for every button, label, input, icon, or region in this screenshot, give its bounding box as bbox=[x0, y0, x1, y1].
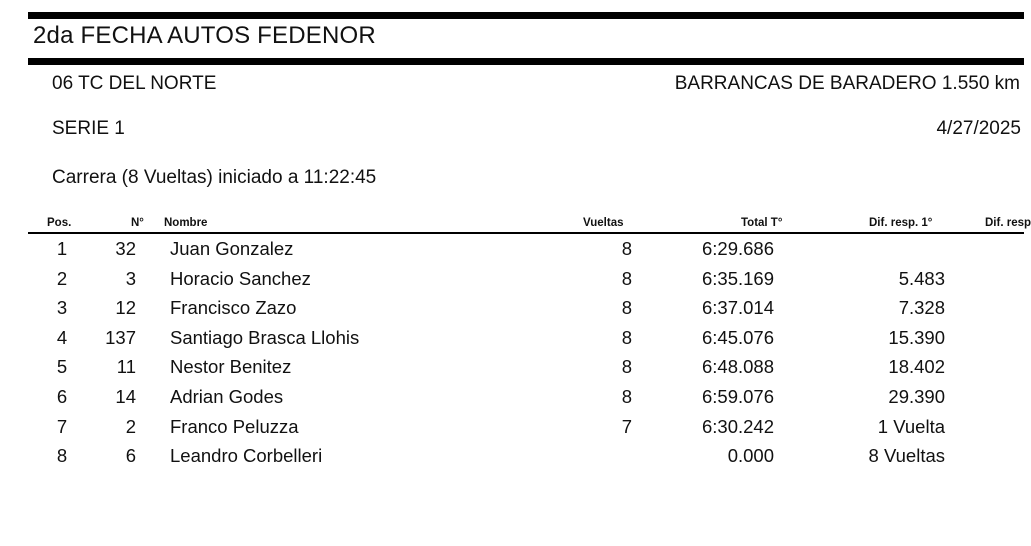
cell-number: 6 bbox=[125, 445, 136, 467]
cell-number: 137 bbox=[105, 326, 136, 348]
header-pos: Pos. bbox=[47, 217, 72, 229]
cell-name: Adrian Godes bbox=[170, 385, 284, 407]
cell-name: Leandro Corbelleri bbox=[170, 445, 323, 467]
cell-pos: 5 bbox=[56, 356, 68, 378]
header-laps: Vueltas bbox=[583, 217, 624, 229]
cell-laps: 8 bbox=[621, 267, 632, 289]
table-row bbox=[0, 234, 1024, 264]
cell-diff-first: 18.402 bbox=[888, 356, 945, 378]
cell-total-time: 6:29.686 bbox=[701, 238, 774, 259]
cell-name: Nestor Benitez bbox=[170, 356, 292, 378]
cell-diff-first: 5.483 bbox=[898, 267, 945, 289]
header-total-time: Total T° bbox=[741, 217, 783, 229]
cell-pos: 6 bbox=[56, 385, 68, 407]
serie-label: SERIE 1 bbox=[52, 118, 125, 139]
table-row bbox=[0, 323, 1024, 353]
cell-total-time: 6:45.076 bbox=[701, 326, 774, 348]
cell-pos: 3 bbox=[56, 297, 68, 319]
header-number: N° bbox=[131, 217, 144, 229]
cell-laps: 8 bbox=[621, 238, 632, 259]
top-rule bbox=[28, 12, 1024, 19]
cell-total-time: 6:48.088 bbox=[701, 356, 774, 378]
results-table bbox=[0, 234, 1024, 471]
cell-number: 14 bbox=[115, 385, 136, 407]
header-diff-first: Dif. resp. 1° bbox=[869, 217, 933, 229]
table-row bbox=[0, 441, 1024, 471]
cell-pos: 2 bbox=[56, 267, 68, 289]
cell-name: Francisco Zazo bbox=[170, 297, 297, 319]
cell-number: 32 bbox=[115, 238, 136, 259]
cell-name: Horacio Sanchez bbox=[170, 267, 311, 289]
table-row bbox=[0, 264, 1024, 294]
cell-name: Santiago Brasca Llohis bbox=[170, 326, 360, 348]
table-row bbox=[0, 352, 1024, 382]
page-title: 2da FECHA AUTOS FEDENOR bbox=[33, 22, 376, 49]
cell-pos: 7 bbox=[56, 415, 68, 437]
track-label: BARRANCAS DE BARADERO 1.550 km bbox=[674, 73, 1020, 94]
cell-diff-first: 7.328 bbox=[898, 297, 945, 319]
header-diff-previous: Dif. resp bbox=[985, 217, 1031, 229]
table-row bbox=[0, 382, 1024, 412]
cell-diff-first: 1 Vuelta bbox=[877, 415, 945, 437]
cell-total-time: 6:59.076 bbox=[701, 385, 774, 407]
cell-pos: 1 bbox=[56, 238, 68, 259]
cell-number: 11 bbox=[116, 356, 136, 378]
table-row bbox=[0, 293, 1024, 323]
cell-number: 3 bbox=[125, 267, 136, 289]
cell-laps: 8 bbox=[621, 297, 632, 319]
cell-total-time: 6:35.169 bbox=[701, 267, 774, 289]
cell-laps: 8 bbox=[621, 356, 632, 378]
cell-diff-first: 15.390 bbox=[888, 326, 945, 348]
cell-pos: 8 bbox=[56, 445, 68, 467]
header-name: Nombre bbox=[164, 217, 208, 229]
cell-diff-first: 8 Vueltas bbox=[868, 445, 945, 467]
cell-laps: 8 bbox=[621, 385, 632, 407]
cell-number: 12 bbox=[115, 297, 136, 319]
date-label: 4/27/2025 bbox=[936, 118, 1021, 139]
cell-pos: 4 bbox=[56, 326, 68, 348]
cell-total-time: 0.000 bbox=[727, 445, 774, 467]
cell-total-time: 6:37.014 bbox=[701, 297, 774, 319]
cell-name: Juan Gonzalez bbox=[170, 238, 294, 259]
title-rule bbox=[28, 58, 1024, 65]
category-label: 06 TC DEL NORTE bbox=[52, 73, 217, 94]
cell-name: Franco Peluzza bbox=[170, 415, 299, 437]
cell-laps: 7 bbox=[621, 415, 632, 437]
table-row bbox=[0, 412, 1024, 442]
cell-laps: 8 bbox=[621, 326, 632, 348]
cell-number: 2 bbox=[125, 415, 136, 437]
race-info: Carrera (8 Vueltas) iniciado a 11:22:45 bbox=[52, 167, 377, 188]
cell-diff-first: 29.390 bbox=[888, 385, 945, 407]
cell-total-time: 6:30.242 bbox=[701, 415, 774, 437]
